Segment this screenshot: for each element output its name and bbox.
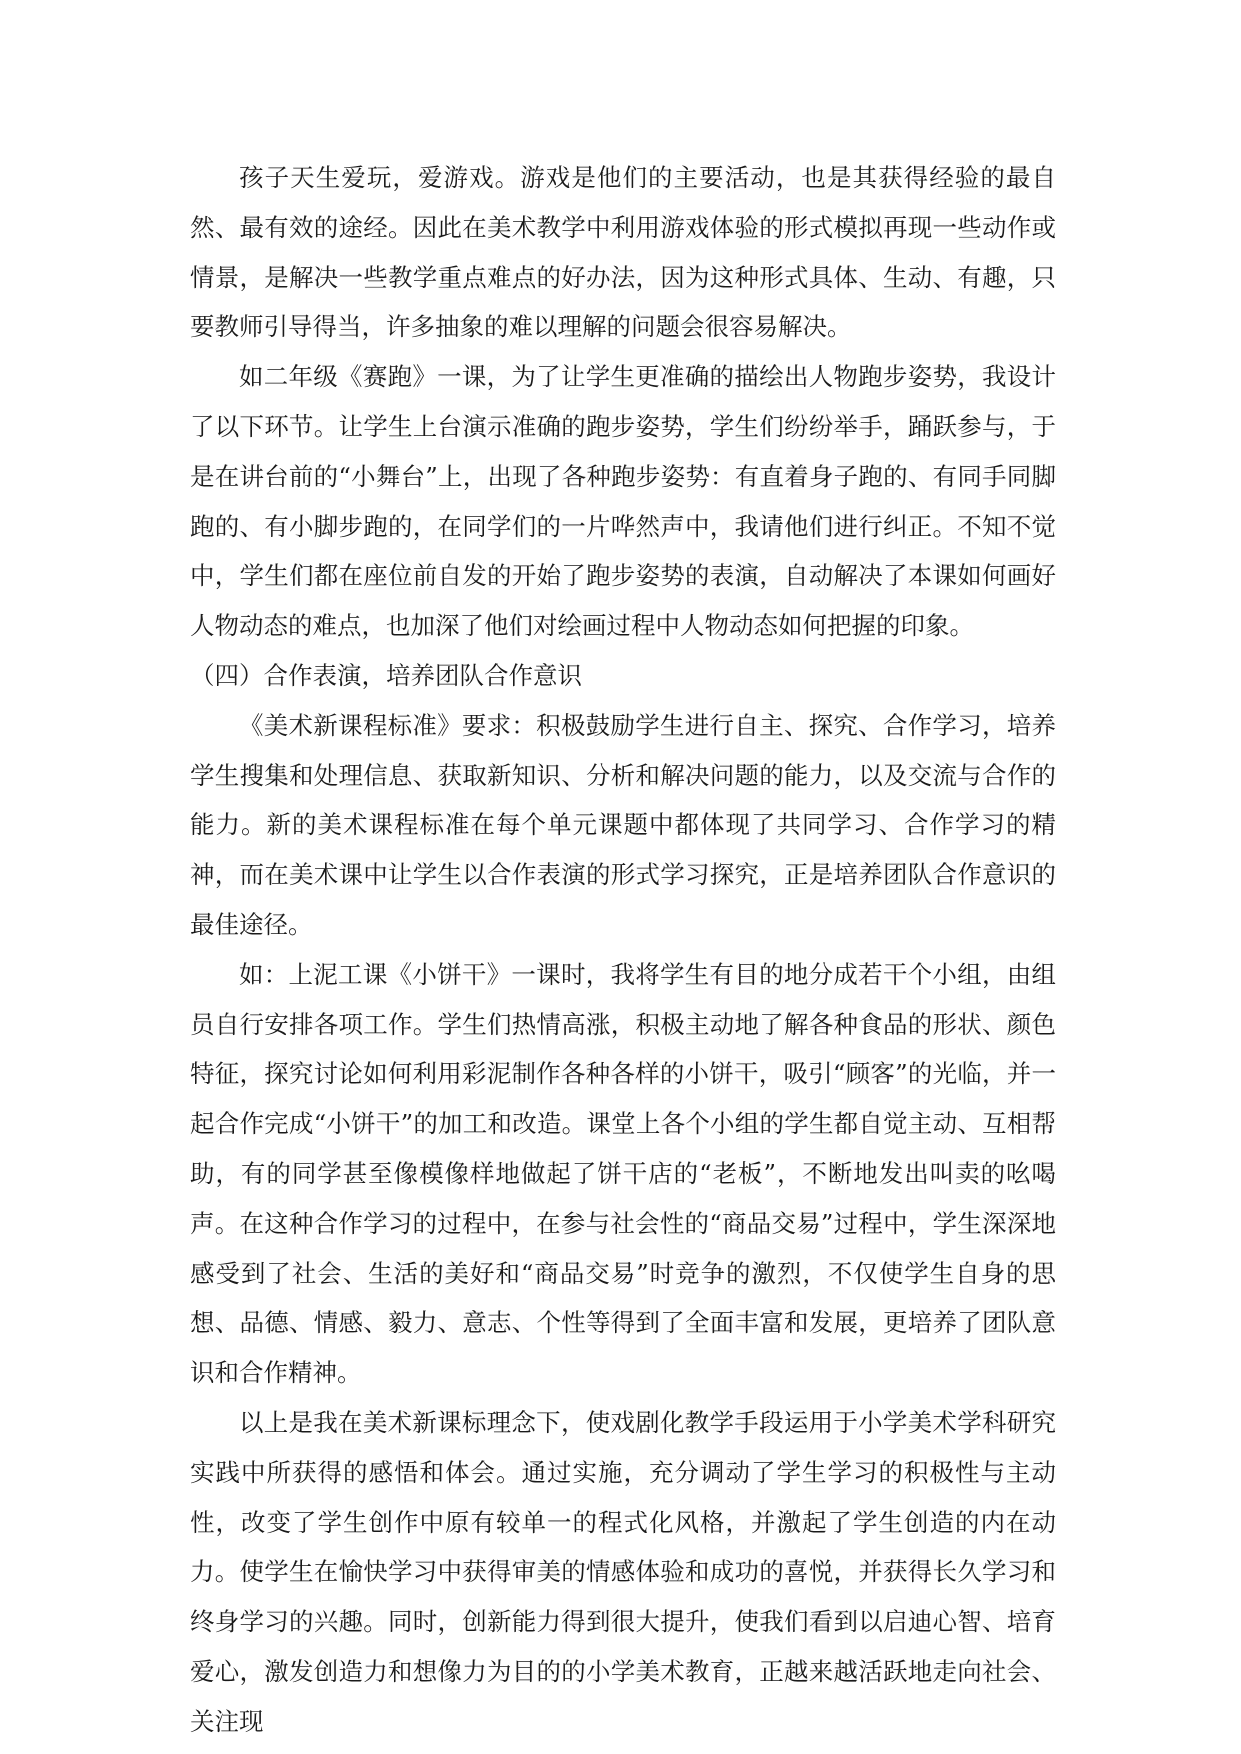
paragraph-race-lesson: 如二年级《赛跑》一课，为了让学生更准确的描绘出人物跑步姿势，我设计了以下环节。让学生上台演示准确的跑步姿势，学生们纷纷举手，踊跃参与，于是在讲台前的“小舞台”上，出现了各种跑步姿势：有直着身子跑的、有同手同脚跑的、有小脚步跑的，在同学们的一片哗然声中，我请他们进行纠正。不知不觉中，学生们都在座位前自发的开始了跑步姿势的表演，自动解决了本课如何画好人物动态的难点，也加深了他们对绘画过程中人物动态如何把握的印象。: [190, 362, 1056, 641]
paragraph-curriculum-standard: 《美术新课程标准》要求：积极鼓励学生进行自主、探究、合作学习，培养学生搜集和处理信息、获取新知识、分析和解决问题的能力，以及交流与合作的能力。新的美术课程标准在每个单元课题中都体现了共同学习、合作学习的精神，而在美术课中让学生以合作表演的形式学习探究，正是培养团队合作意识的最佳途径。: [190, 710, 1056, 939]
paragraph-conclusion: 以上是我在美术新课标理念下，使戏剧化教学手段运用于小学美术学科研究实践中所获得的感悟和体会。通过实施，充分调动了学生学习的积极性与主动性，改变了学生创作中原有较单一的程式化风格，并激起了学生创造的内在动力。使学生在愉快学习中获得审美的情感体验和成功的喜悦，并获得长久学习和终身学习的兴趣。同时，创新能力得到很大提升，使我们看到以启迪心智、培育爱心，激发创造力和想像力为目的的小学美术教育，正越来越活跃地走向社会、关注现: [190, 1407, 1056, 1736]
section-heading-cooperation: （四）合作表演，培养团队合作意识: [190, 660, 582, 690]
document-body: [190, 153, 1056, 1747]
paragraph-game-experience: 孩子天生爱玩，爱游戏。游戏是他们的主要活动，也是其获得经验的最自然、最有效的途经。因此在美术教学中利用游戏体验的形式模拟再现一些动作或情景，是解决一些教学重点难点的好办法，因为这种形式具体、生动、有趣，只要教师引导得当，许多抽象的难以理解的问题会很容易解决。: [190, 163, 1056, 342]
paragraph-biscuit-lesson: 如：上泥工课《小饼干》一课时，我将学生有目的地分成若干个小组，由组员自行安排各项工作。学生们热情高涨，积极主动地了解各种食品的形状、颜色特征，探究讨论如何利用彩泥制作各种各样的小饼干，吸引“顾客”的光临，并一起合作完成“小饼干”的加工和改造。课堂上各个小组的学生都自觉主动、互相帮助，有的同学甚至像模像样地做起了饼干店的“老板”，不断地发出叫卖的吆喝声。在这种合作学习的过程中，在参与社会性的“商品交易”过程中，学生深深地感受到了社会、生活的美好和“商品交易”时竞争的激烈，不仅使学生自身的思想、品德、情感、毅力、意志、个性等得到了全面丰富和发展，更培养了团队意识和合作精神。: [190, 959, 1056, 1388]
